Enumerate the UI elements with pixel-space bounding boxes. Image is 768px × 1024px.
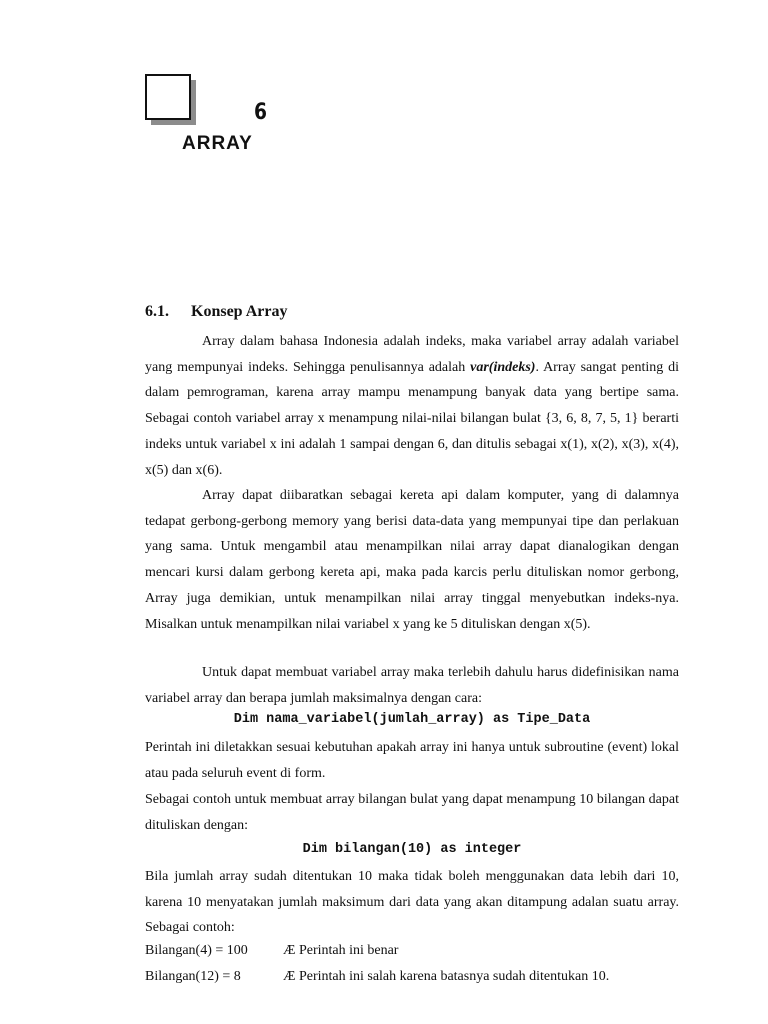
section-number: 6.1. [145,303,169,320]
example-note: Æ Perintah ini salah karena batasnya sudah ditentukan 10. [283,969,610,984]
paragraph-1-text-b: . Array sangat penting di dalam pemrograman, karena array mampu menampung banyak data yang bertipe sama. Sebagai contoh variabel array x menampung nilai-nilai bilangan bulat {3, 6, 8, 7, 5, 1} berarti indeks untuk variabel x ini adalah 1 sampai dengan 6, dan ditulis sebagai x(1), x(2), x(3), x(4), x(5) dan x(6). [145,359,679,478]
example-row [145,943,398,959]
section-heading [145,303,287,321]
code-line-dim-example: Dim bilangan(10) as integer [302,842,522,857]
paragraph-1-emphasis: var(indeks) [470,359,536,375]
section-title: Konsep Array [191,303,288,320]
chapter-box [145,74,191,120]
example-code: Bilangan(4) = 100 [145,943,248,958]
paragraph-4: Perintah ini diletakkan sesuai kebutuhan apakah array ini hanya untuk subroutine (event) lokal atau pada seluruh event di form. [145,740,679,781]
chapter-title: ARRAY [182,133,253,154]
paragraph-1 [145,329,679,483]
example-row [145,969,609,985]
paragraph-3: Untuk dapat membuat variabel array maka terlebih dahulu harus didefinisikan nama variabel array dan berapa jumlah maksimalnya dengan cara: [145,665,679,706]
chapter-number: 6 [254,100,268,125]
paragraph-6: Bila jumlah array sudah ditentukan 10 maka tidak boleh menggunakan data lebih dari 10, karena 10 menyatakan jumlah maksimum dari data yang akan ditampung adalan suatu array. Sebagai contoh: [145,869,679,936]
code-line-dim-syntax: Dim nama_variabel(jumlah_array) as Tipe_Data [233,712,591,727]
paragraph-2: Array dapat diibaratkan sebagai kereta api dalam komputer, yang di dalamnya tedapat gerbong-gerbong memory yang berisi data-data yang mempunyai tipe dan perlakuan yang sama. Untuk mengambil atau menampilkan nilai array dapat dianalogikan dengan mencari kursi dalam gerbong kereta api, maka pada karcis perlu dituliskan nomor gerbong, Array juga demikian, untuk menampilkan nilai array tinggal menyebutkan indeks-nya. Misalkan untuk menampilkan nilai variabel x yang ke 5 dituliskan dengan x(5). [145,488,679,632]
paragraph-1-text-a: Array dalam bahasa Indonesia adalah indeks, maka variabel array adalah variabel yang mempunyai indeks. Sehingga penulisannya adalah [145,334,679,375]
example-code: Bilangan(12) = 8 [145,969,241,984]
paragraph-5: Sebagai contoh untuk membuat array bilangan bulat yang dapat menampung 10 bilangan dapat dituliskan dengan: [145,792,679,833]
example-note: Æ Perintah ini benar [283,943,399,958]
